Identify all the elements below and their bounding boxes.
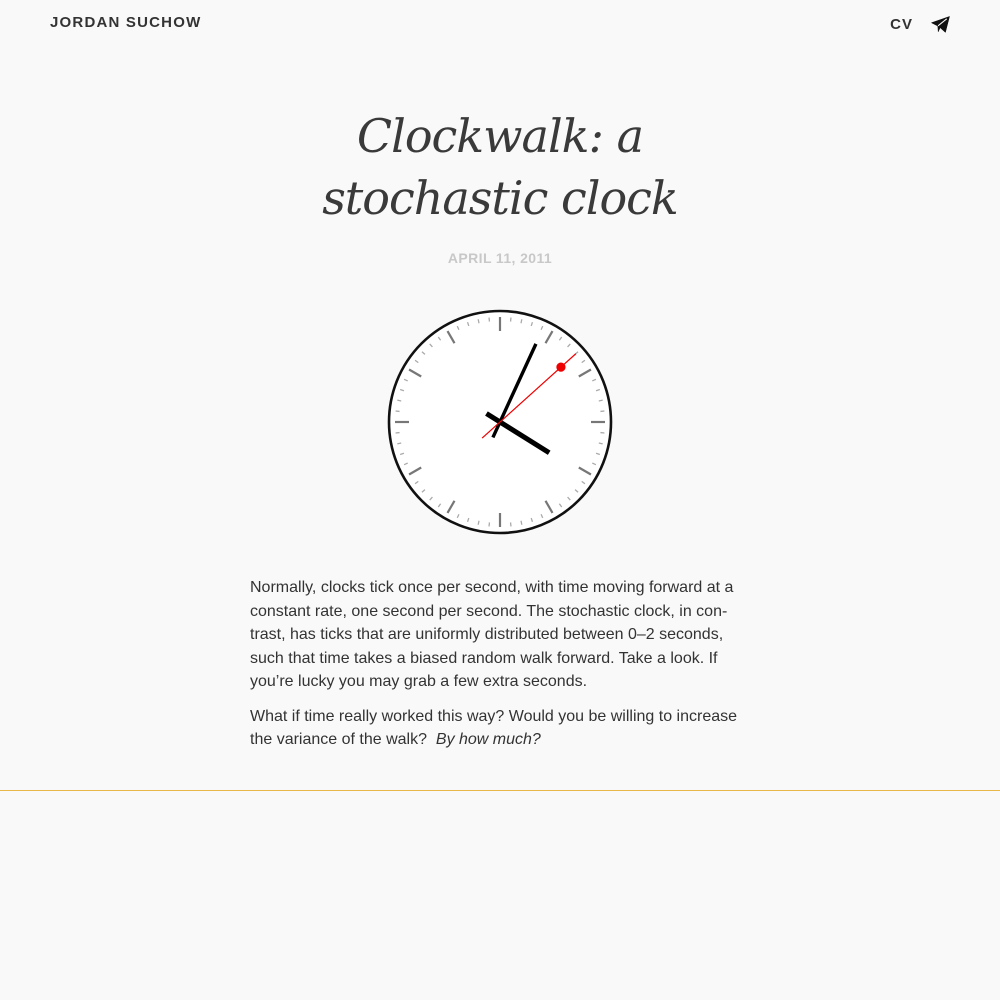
post-body (250, 576, 740, 763)
site-name-link[interactable]: JORDAN SUCHOW (50, 14, 202, 31)
minute-tick (397, 443, 401, 444)
post-paragraph-2-text: What if time really worked this way? Would you be willing to increase the variance of the walk? (250, 707, 738, 748)
post-paragraph-2 (250, 705, 740, 752)
post-date: APRIL 11, 2011 (447, 250, 553, 266)
minute-tick (478, 319, 479, 323)
minute-tick (521, 319, 522, 323)
stochastic-clock (385, 307, 615, 537)
post-paragraph-2-emphasis: By how much? (435, 731, 541, 748)
minute-tick (478, 521, 479, 525)
cv-link[interactable]: CV (890, 16, 913, 33)
footer-divider (0, 790, 1000, 791)
minute-tick (521, 521, 522, 525)
minute-tick (397, 400, 401, 401)
top-nav (890, 14, 950, 34)
minute-tick (599, 443, 603, 444)
second-hand-dot (556, 363, 565, 372)
paper-plane-icon[interactable] (931, 16, 950, 33)
minute-tick (599, 400, 603, 401)
post-paragraph-1: Normally, clocks tick once per second, with time moving forward at a constant rate, one second per second. The stochastic clock, in contrast, has ticks that are uniformly distributed between 0–2 seconds, such that time takes a biased random walk forward. Take a look. If you’re lucky you may grab a few extra seconds. (250, 579, 734, 690)
post-title: Clockwalk: a stochastic clock (322, 109, 678, 225)
